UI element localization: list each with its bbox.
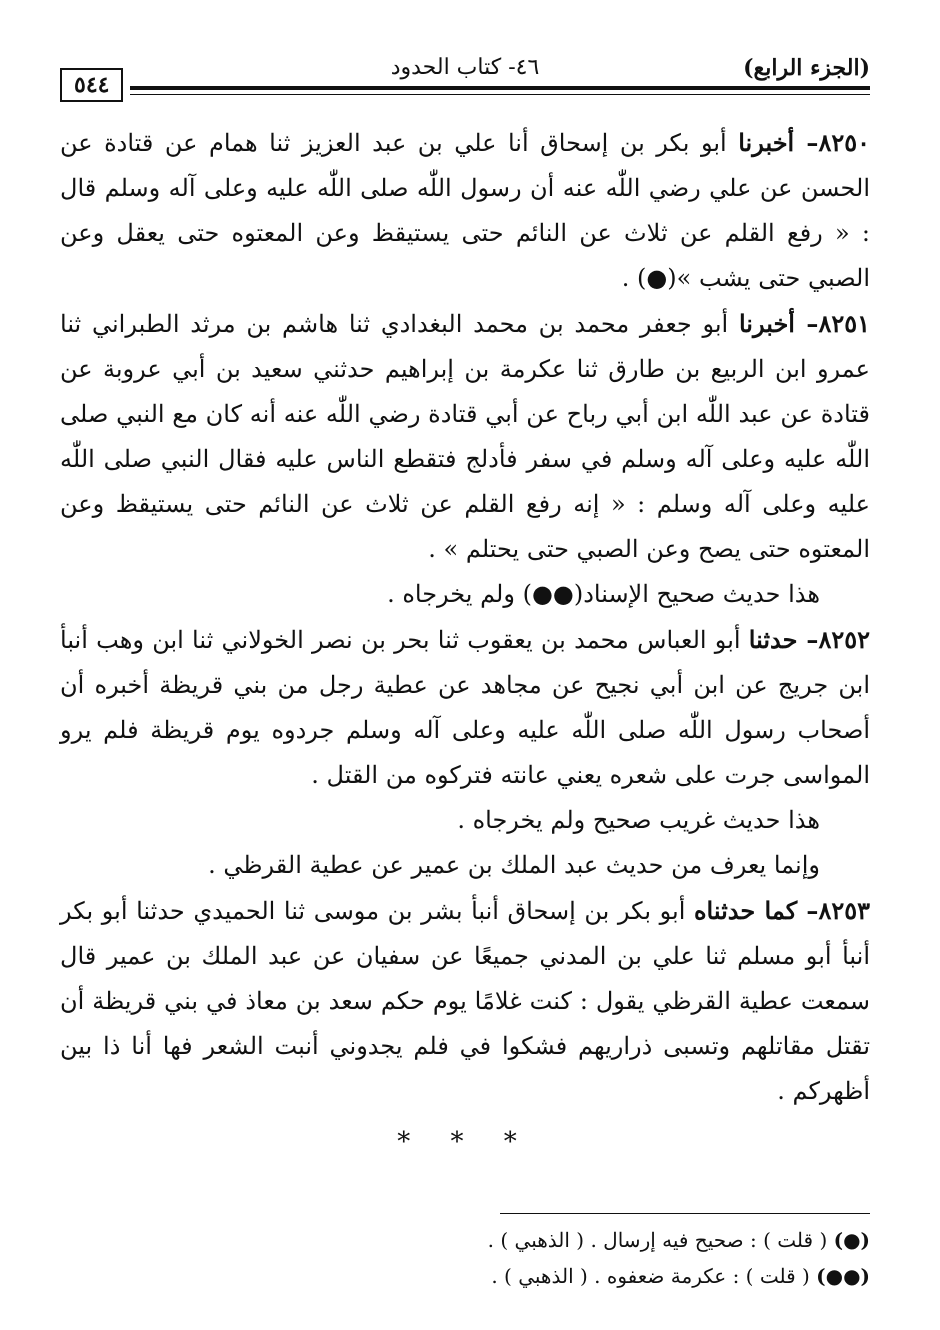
footnote-text: ( قلت ) : صحيح فيه إرسال . ( الذهبي ) .: [487, 1228, 828, 1252]
chapter-title: ٤٦- كتاب الحدود: [390, 55, 540, 80]
footnotes: [60, 1222, 870, 1294]
footnote-rule: [500, 1213, 870, 1214]
hadith-number: ٨٢٥٢: [818, 625, 870, 654]
page-header: [60, 48, 870, 98]
section-separator: * * *: [397, 1127, 533, 1157]
hadith-8252: [60, 617, 870, 798]
footnote: [60, 1222, 870, 1258]
footnote-mark: (●●): [816, 1264, 870, 1288]
hadith-keyword: – أخبرنا: [738, 309, 819, 338]
hadith-grade-note: هذا حديث صحيح الإسناد(●●) ولم يخرجاه .: [387, 580, 820, 608]
volume-label: (الجزء الرابع): [743, 55, 870, 81]
main-text: [60, 120, 870, 1165]
page-number: ٥٤٤: [60, 68, 123, 102]
header-rule-thin: [130, 94, 870, 95]
footnote: [60, 1258, 870, 1294]
hadith-8253: [60, 888, 870, 1114]
hadith-text: أبو بكر بن إسحاق أنبأ بشر بن موسى ثنا الحميدي حدثنا أبو بكر أنبأ أبو مسلم ثنا علي بن المدني جميعًا عن سفيان عن عبد الملك بن عمير قال سمعت عطية القرظي يقول : كنت غلامًا يوم حكم سعد بن معاذ في بني قريظة أن تقتل مقاتلهم وتسبى ذراريهم فشكوا في فلم يجدوني أنبت الشعر فها أنا ذا بين أظهركم .: [60, 897, 871, 1105]
hadith-grade-note: هذا حديث غريب صحيح ولم يخرجاه .: [457, 806, 820, 834]
hadith-number: ٨٢٥١: [818, 309, 870, 338]
hadith-keyword: – أخبرنا: [738, 128, 819, 157]
hadith-8250: [60, 120, 870, 301]
hadith-grade-note: وإنما يعرف من حديث عبد الملك بن عمير عن عطية القرظي .: [208, 851, 820, 879]
hadith-text: أبو جعفر محمد بن محمد البغدادي ثنا هاشم بن مرثد الطبراني ثنا عمرو ابن الربيع بن طارق ثنا عكرمة بن إبراهيم حدثني سعيد بن أبي عروبة عن قتادة عن عبد اللّٰه ابن أبي رباح عن أبي قتادة رضي اللّٰه عنه أنه كان مع النبي صلى اللّٰه عليه وعلى آله وسلم في سفر فأدلج فتقطع الناس عليه فقال النبي صلى اللّٰه عليه وعلى آله وسلم : « إنه رفع القلم عن ثلاث عن النائم حتى يستيقظ وعن المعتوه حتى يصح وعن الصبي حتى يحتلم » .: [60, 310, 870, 563]
footnote-mark: (●): [833, 1228, 870, 1252]
hadith-text: أبو العباس محمد بن يعقوب ثنا بحر بن نصر الخولاني ثنا ابن وهب أنبأ ابن جريج عن ابن أبي نجيح عن مجاهد عن عطية رجل من بني قريظة أخبره أن أصحاب رسول اللّٰه صلى اللّٰه عليه وعلى آله وسلم جردوه يوم قريظة فلم يرو المواسى جرت على شعره يعني عانته فتركوه من القتل .: [60, 626, 870, 789]
hadith-8251: [60, 301, 870, 572]
footnote-text: ( قلت ) : عكرمة ضعفوه . ( الذهبي ) .: [491, 1264, 810, 1288]
hadith-keyword: – كما حدثناه: [693, 896, 819, 925]
hadith-number: ٨٢٥٣: [818, 896, 870, 925]
hadith-number: ٨٢٥٠: [818, 128, 870, 157]
hadith-text: أبو بكر بن إسحاق أنا علي بن عبد العزيز ثنا همام عن قتادة عن الحسن عن علي رضي اللّٰه عنه أن رسول اللّٰه صلى اللّٰه عليه وعلى آله وسلم قال : « رفع القلم عن ثلاث عن النائم حتى يستيقظ وعن المعتوه حتى يعقل وعن الصبي حتى يشب »(●) .: [60, 129, 870, 292]
hadith-keyword: – حدثنا: [748, 625, 819, 654]
header-rule-thick: [130, 86, 870, 90]
